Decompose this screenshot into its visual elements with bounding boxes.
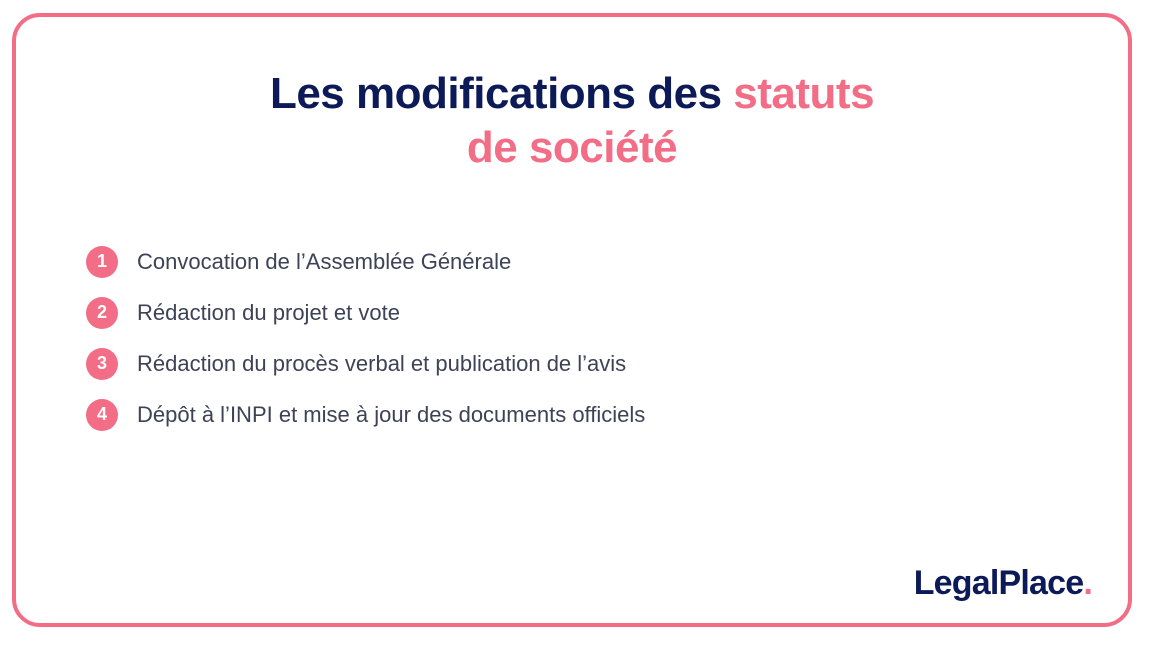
step-number-badge: 4 — [86, 399, 118, 431]
step-item — [86, 287, 645, 338]
step-text: Rédaction du procès verbal et publication de l’avis — [137, 350, 627, 376]
logo-dot: . — [1083, 564, 1092, 602]
step-item — [86, 338, 645, 389]
step-text: Convocation de l’Assemblée Générale — [137, 248, 512, 274]
page-title — [16, 67, 1128, 175]
step-text: Rédaction du projet et vote — [137, 299, 400, 325]
step-number-badge: 2 — [86, 297, 118, 329]
step-number-badge: 3 — [86, 348, 118, 380]
step-number-badge: 1 — [86, 246, 118, 278]
title-accent-line2: de société — [466, 123, 678, 172]
step-text: Dépôt à l’INPI et mise à jour des documents officiels — [137, 401, 646, 427]
step-item — [86, 236, 645, 287]
infographic-card — [12, 13, 1132, 627]
steps-list — [86, 236, 645, 440]
title-prefix: Les modifications des — [269, 69, 734, 118]
legalplace-logo — [914, 564, 1092, 603]
title-accent-line1: statuts — [733, 69, 875, 118]
step-item — [86, 389, 645, 440]
logo-text: LegalPlace — [913, 564, 1084, 602]
